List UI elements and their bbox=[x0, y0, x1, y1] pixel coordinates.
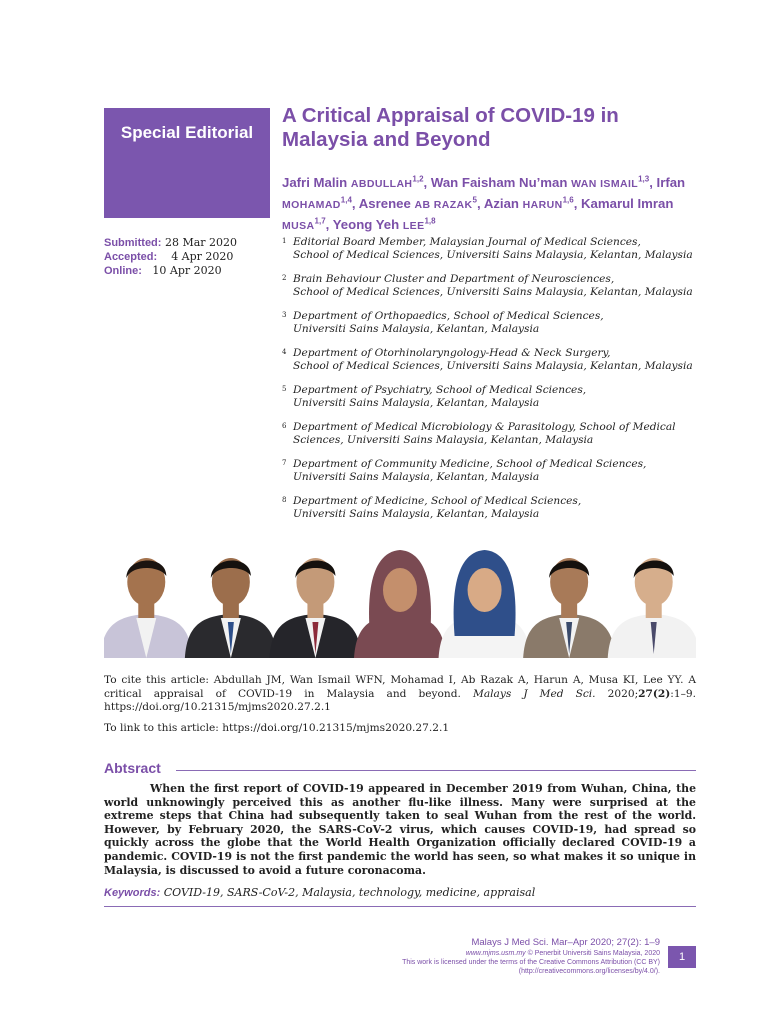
author-portrait bbox=[523, 558, 615, 658]
author-portrait bbox=[439, 550, 531, 658]
footer-site[interactable]: www.mjms.usm.my bbox=[465, 950, 526, 957]
submission-dates bbox=[104, 236, 274, 278]
author-name: Yeong Yeh LEE$^{1,8}$ bbox=[332, 216, 436, 233]
affiliation-item: 2 Brain Behaviour Cluster and Department of Neurosciences, School of Medical Sciences, Universiti Sains Malaysia, Kelantan, Malaysia bbox=[282, 273, 693, 298]
article-title: A Critical Appraisal of COVID-19 in Malaysia and Beyond bbox=[282, 104, 619, 151]
page-number: 1 bbox=[668, 946, 696, 968]
citation: To cite this article: Abdullah JM, Wan Ismail WFN, Mohamad I, Ab Razak A, Harun A, Musa KI, Lee YY. A critical appraisal of COVID-19 in Malaysia and beyond. Malays J Med Sci. 2020;27(2):1–9. https://doi.org/10.21315/mjms2020.27.2.1 bbox=[104, 674, 696, 713]
accepted-row: Accepted: 4 Apr 2020 bbox=[104, 250, 234, 263]
affiliation-item: 4 Department of Otorhinolaryngology-Head & Neck Surgery, School of Medical Sciences, Universiti Sains Malaysia, Kelantan, Malaysia bbox=[282, 347, 693, 372]
author-portrait bbox=[104, 558, 192, 658]
author-portrait bbox=[608, 558, 696, 658]
author-photo-strip bbox=[104, 546, 696, 658]
footer-publisher: © Penerbit Universiti Sains Malaysia, 2020 bbox=[527, 950, 660, 957]
footer-license-url[interactable]: (http://creativecommons.org/licenses/by/4.0/). bbox=[518, 968, 660, 975]
abstract-text: When the first report of COVID-19 appeared in December 2019 from Wuhan, China, the world unknowingly perceived this as another flu-like illness. Many were surprised at the extreme steps that China had subsequently taken to seal Wuhan from the rest of the world. However, by February 2020, the SARS-CoV-2 virus, which causes COVID-19, had spread so quickly across the globe that the World Health Organization officially declared COVID-19 a pandemic. COVID-19 is not the first pandemic the world has seen, so what makes it so unique in Malaysia, is discussed to avoid a future coronacoma. bbox=[104, 782, 696, 877]
submitted-row: Submitted: 28 Mar 2020 bbox=[104, 236, 238, 249]
abstract-divider bbox=[176, 770, 696, 771]
author-name: Azian HARUN$^{1,6}$, bbox=[483, 195, 582, 212]
abstract-heading: Abtsract bbox=[104, 760, 161, 776]
author-name: Wan Faisham Nu’man WAN ISMAIL$^{1,3}$, bbox=[430, 175, 657, 191]
affiliation-item: 1 Editorial Board Member, Malaysian Journal of Medical Sciences, School of Medical Sciences, Universiti Sains Malaysia, Kelantan, Malaysia bbox=[282, 236, 693, 261]
article-link[interactable]: To link to this article: https://doi.org/10.21315/mjms2020.27.2.1 bbox=[104, 722, 450, 734]
affiliation-item: 6 Department of Medical Microbiology & Parasitology, School of Medical Sciences, Universiti Sains Malaysia, Kelantan, Malaysia bbox=[282, 421, 676, 446]
author-portrait bbox=[354, 550, 446, 658]
keywords: Keywords: COVID-19, SARS-CoV-2, Malaysia, technology, medicine, appraisal bbox=[104, 886, 536, 899]
footer-license: This work is licensed under the terms of the Creative Commons Attribution (CC BY) bbox=[402, 959, 660, 966]
page-footer bbox=[330, 937, 660, 976]
affiliation-item: 7 Department of Community Medicine, School of Medical Sciences, Universiti Sains Malaysia, Kelantan, Malaysia bbox=[282, 458, 647, 483]
online-row: Online: 10 Apr 2020 bbox=[104, 264, 222, 277]
author-portrait bbox=[185, 558, 277, 658]
author-name: Irfan MOHAMAD$^{1,4}$, bbox=[282, 175, 686, 212]
special-editorial-badge bbox=[104, 108, 270, 218]
footer-journal: Malays J Med Sci. Mar–Apr 2020; 27(2): 1–9 bbox=[471, 937, 660, 948]
author-name: Kamarul Imran MUSA$^{1,7}$, bbox=[282, 196, 674, 233]
keywords-divider bbox=[104, 906, 696, 907]
author-portrait bbox=[269, 558, 361, 658]
affiliation-item: 3 Department of Orthopaedics, School of Medical Sciences, Universiti Sains Malaysia, Kelantan, Malaysia bbox=[282, 310, 604, 335]
affiliation-item: 8 Department of Medicine, School of Medical Sciences, Universiti Sains Malaysia, Kelantan, Malaysia bbox=[282, 495, 582, 520]
doi-link[interactable]: :1–9. https://doi.org/10.21315/mjms2020.27.2.1 bbox=[104, 687, 696, 713]
author-name: Jafri Malin ABDULLAH$^{1,2}$, bbox=[282, 175, 431, 191]
badge-label: Special Editorial bbox=[120, 123, 254, 142]
affiliation-item: 5 Department of Psychiatry, School of Medical Sciences, Universiti Sains Malaysia, Kelantan, Malaysia bbox=[282, 384, 587, 409]
author-name: Asrenee AB RAZAK$^5$, bbox=[358, 195, 484, 212]
affiliation-list bbox=[282, 236, 702, 532]
author-list bbox=[282, 172, 702, 235]
